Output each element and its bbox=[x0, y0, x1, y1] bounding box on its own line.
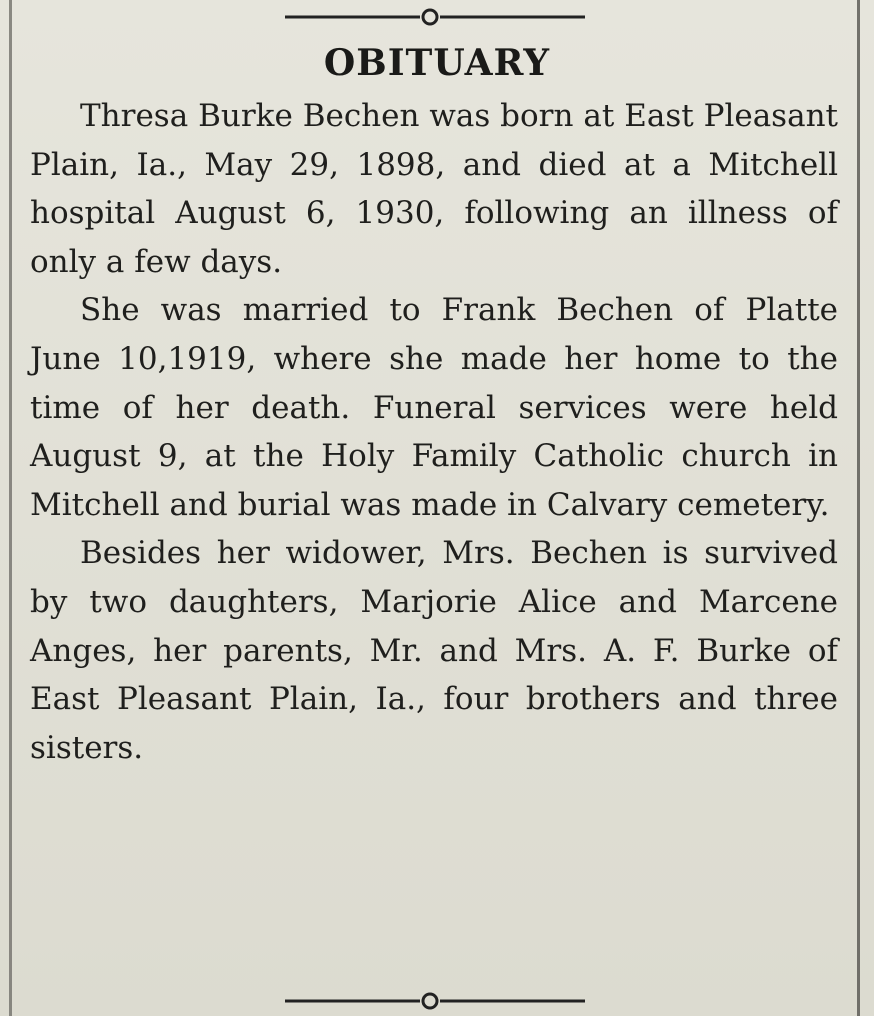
column-rule-left bbox=[9, 0, 12, 1016]
column-rule-right bbox=[857, 0, 860, 1016]
obituary-heading: OBITUARY bbox=[323, 42, 551, 84]
paragraph-birth-death: Thresa Burke Bechen was born at East Pleasant Plain, Ia., May 29, 1898, and died at a Mitchell hospital August 6, 1930, following an illness of only a few days. bbox=[30, 98, 838, 280]
paragraph-marriage-funeral: She was married to Frank Bechen of Platte June 10,1919, where she made her home to the time of her death. Funeral services were held August 9, at the Holy Family Catholic church in Mitchell and burial was made in Calvary cemetery. bbox=[30, 292, 838, 523]
bottom-ornament-rule bbox=[285, 990, 585, 1012]
paragraph-survivors: Besides her widower, Mrs. Bechen is survived by two daughters, Marjorie Alice and Marcene Anges, her parents, Mr. and Mrs. A. F. Burke of East Pleasant Plain, Ia., four brothers and three sisters. bbox=[30, 535, 838, 766]
top-ornament-rule bbox=[285, 6, 585, 28]
obituary-body bbox=[30, 92, 838, 772]
